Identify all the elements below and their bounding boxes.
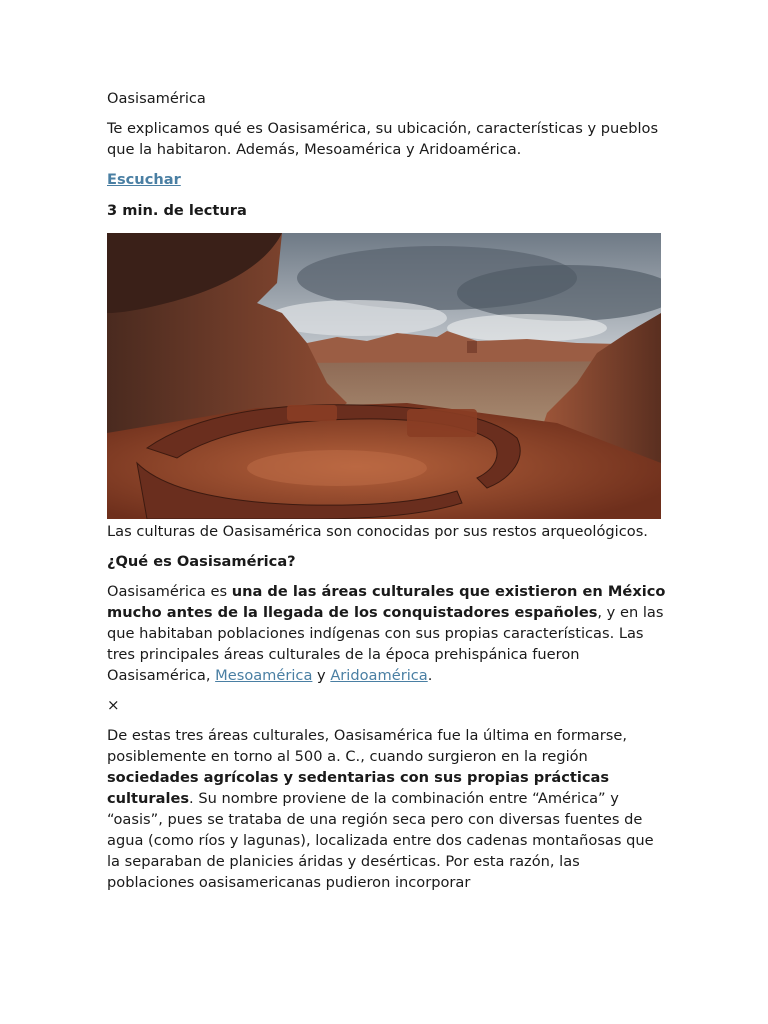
read-time: 3 min. de lectura bbox=[107, 202, 247, 219]
section-heading: ¿Qué es Oasisamérica? bbox=[107, 553, 296, 570]
article-intro: Te explicamos qué es Oasisamérica, su ubicación, características y pueblos que la habitaron. Además, Mesoamérica y Aridoamérica. bbox=[107, 120, 659, 158]
paragraph-text: De estas tres áreas culturales, Oasisamérica fue la última en formarse, posiblemente en torno al 500 a. C., cuando surgieron en la región bbox=[107, 727, 627, 765]
paragraph-text: y bbox=[312, 667, 331, 684]
image-caption: Las culturas de Oasisamérica son conocidas por sus restos arqueológicos. bbox=[107, 523, 648, 540]
paragraph-bold: sociedades agrícolas y sedentarias con sus propias prácticas culturales bbox=[107, 769, 610, 807]
paragraph-text: . Su nombre proviene de la combinación entre “América” y “oasis”, pues se trataba de una región seca pero con diversas fuentes de agua (como ríos y lagunas), localizada entre dos cadenas montañosas que la separaban de planicies áridas y desérticas. Por esta razón, las poblaciones oasisamericanas pudieron incorporar bbox=[107, 790, 654, 891]
close-icon[interactable]: × bbox=[107, 696, 120, 714]
article-title: Oasisamérica bbox=[107, 90, 206, 107]
mesoamerica-link[interactable]: Mesoamérica bbox=[215, 667, 313, 684]
paragraph-1 bbox=[107, 581, 667, 686]
article bbox=[107, 88, 667, 893]
paragraph-bold: una de las áreas culturales que existieron en México mucho antes de la llegada de los conquistadores españoles bbox=[107, 583, 666, 621]
paragraph-text: , y en las que habitaban poblaciones indígenas con sus propias características. Las tres principales áreas culturales de la época prehispánica fueron Oasisamérica, bbox=[107, 604, 664, 684]
hero-image bbox=[107, 233, 661, 519]
aridoamerica-link[interactable]: Aridoamérica bbox=[330, 667, 428, 684]
paragraph-text: Oasisamérica es bbox=[107, 583, 232, 600]
listen-row bbox=[107, 169, 667, 190]
paragraph-2 bbox=[107, 725, 667, 893]
paragraph-text: . bbox=[427, 667, 433, 684]
listen-link[interactable]: Escuchar bbox=[107, 171, 181, 188]
